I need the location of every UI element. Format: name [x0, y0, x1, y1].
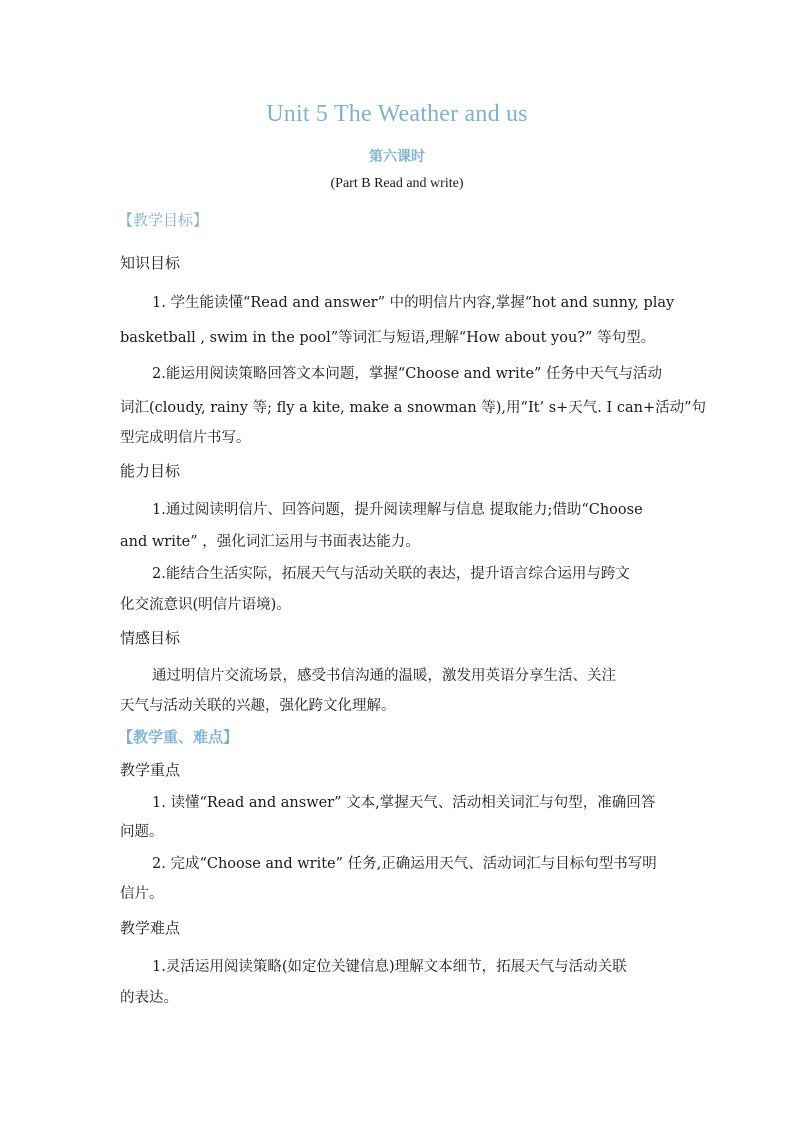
knowledge-item-2-line-1: 2.能运用阅读策略回答文本问题，掌握“Choose and write” 任务中天气与活动 — [152, 366, 663, 382]
ability-item-2-line-2: 化交流意识(明信片语境)。 — [120, 597, 291, 613]
lesson-subtitle: 第六课时 — [369, 149, 425, 165]
page-title: Unit 5 The Weather and us — [266, 101, 528, 127]
knowledge-item-2-line-3: 型完成明信片书写。 — [120, 430, 251, 446]
knowledge-item-2-line-2: 词汇(cloudy, rainy 等; fly a kite, make a snowman 等),用“It’ s+天气. I can+活动”句 — [120, 400, 707, 416]
objectives-section-header: 【教学目标】 — [118, 211, 209, 229]
key-item-2-line-2: 信片。 — [120, 886, 164, 902]
ability-item-2-line-1: 2.能结合生活实际，拓展天气与活动关联的表达，提升语言综合运用与跨文 — [152, 566, 630, 582]
knowledge-item-1-line-2: basketball , swim in the pool”等词汇与短语,理解“How about you?” 等句型。 — [120, 330, 656, 346]
knowledge-heading: 知识目标 — [120, 254, 181, 272]
ability-item-1-line-2: and write” ，强化词汇运用与书面表达能力。 — [120, 534, 420, 550]
difficult-item-1-line-2: 的表达。 — [120, 990, 178, 1006]
difficult-item-1-line-1: 1.灵活运用阅读策略(如定位关键信息)理解文本细节，拓展天气与活动关联 — [152, 959, 627, 975]
emotion-line-2: 天气与活动关联的兴趣，强化跨文化理解。 — [120, 698, 396, 714]
knowledge-item-1-line-1: 1. 学生能读懂“Read and answer” 中的明信片内容,掌握“hot and sunny, play — [152, 295, 675, 311]
emotion-line-1: 通过明信片交流场景，感受书信沟通的温暖，激发用英语分享生活、关注 — [152, 668, 616, 684]
key-item-1-line-2: 问题。 — [120, 824, 164, 840]
part-label: (Part B Read and write) — [330, 176, 464, 191]
difficult-heading: 教学难点 — [120, 919, 181, 937]
key-heading: 教学重点 — [120, 761, 181, 779]
key-item-1-line-1: 1. 读懂“Read and answer” 文本,掌握天气、活动相关词汇与句型，准确回答 — [152, 795, 656, 811]
emotion-heading: 情感目标 — [120, 629, 181, 647]
ability-item-1-line-1: 1.通过阅读明信片、回答问题，提升阅读理解与信息 提取能力;借助“Choose — [152, 502, 643, 518]
key-item-2-line-1: 2. 完成“Choose and write” 任务,正确运用天气、活动词汇与目标句型书写明 — [152, 856, 657, 872]
key-section-header: 【教学重、难点】 — [118, 728, 239, 746]
ability-heading: 能力目标 — [120, 462, 181, 480]
